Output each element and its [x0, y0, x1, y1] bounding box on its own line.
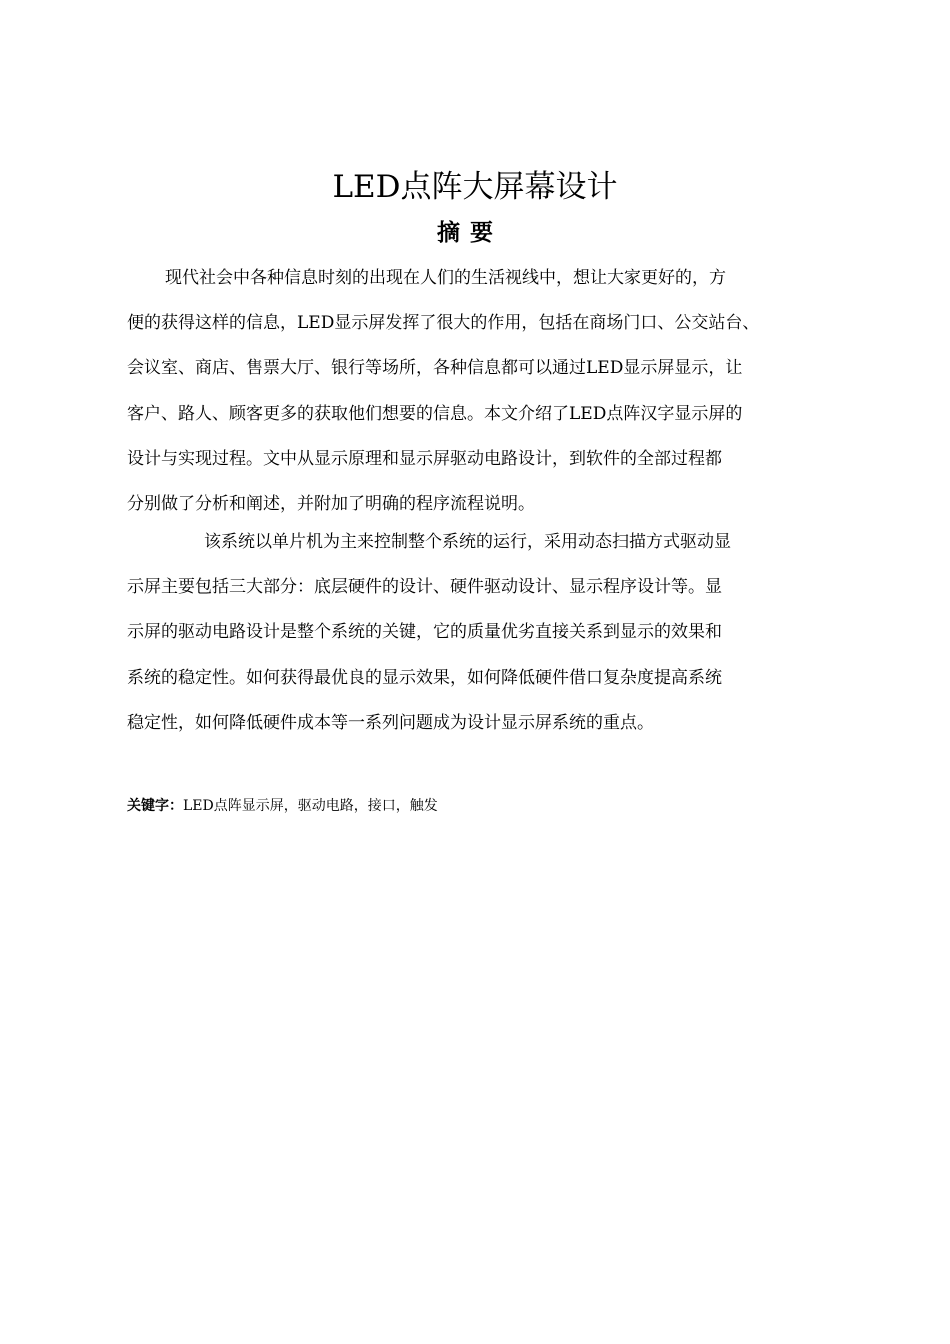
- paragraph-line: 稳定性，如何降低硬件成本等一系列问题成为设计显示屏系统的重点。: [127, 712, 654, 733]
- paragraph-line: 分别做了分析和阐述，并附加了明确的程序流程说明。: [127, 494, 535, 515]
- paragraph-line: 现代社会中各种信息时刻的出现在人们的生活视线中，想让大家更好的，方: [165, 268, 726, 288]
- abstract-heading: 摘要: [437, 220, 503, 246]
- paragraph-line: 示屏主要包括三大部分：底层硬件的设计、硬件驱动设计、显示程序设计等。显: [127, 577, 722, 598]
- paragraph-line: 示屏的驱动电路设计是整个系统的关键，它的质量优劣直接关系到显示的效果和: [127, 622, 722, 643]
- paragraph-line: 该系统以单片机为主来控制整个系统的运行，采用动态扫描方式驱动显: [204, 532, 731, 552]
- paragraph-line: 便的获得这样的信息，LED显示屏发挥了很大的作用，包括在商场门口、公交站台、: [127, 313, 760, 334]
- paragraph-line: 系统的稳定性。如何获得最优良的显示效果，如何降低硬件借口复杂度提高系统: [127, 667, 722, 688]
- paragraph-line: 设计与实现过程。文中从显示原理和显示屏驱动电路设计，到软件的全部过程都: [127, 448, 722, 469]
- abstract-paragraph-1: [127, 256, 847, 527]
- keywords-label: 关键字：: [127, 798, 183, 814]
- abstract-paragraph-2: [127, 520, 847, 746]
- paragraph-line: 客户、路人、顾客更多的获取他们想要的信息。本文介绍了LED点阵汉字显示屏的: [127, 403, 743, 424]
- paragraph-line: 会议室、商店、售票大厅、银行等场所，各种信息都可以通过LED显示屏显示，让: [127, 358, 743, 379]
- document-title: LED点阵大屏幕设计: [332, 169, 618, 205]
- keywords-text: LED点阵显示屏，驱动电路，接口，触发: [183, 798, 438, 814]
- keywords: [127, 795, 438, 817]
